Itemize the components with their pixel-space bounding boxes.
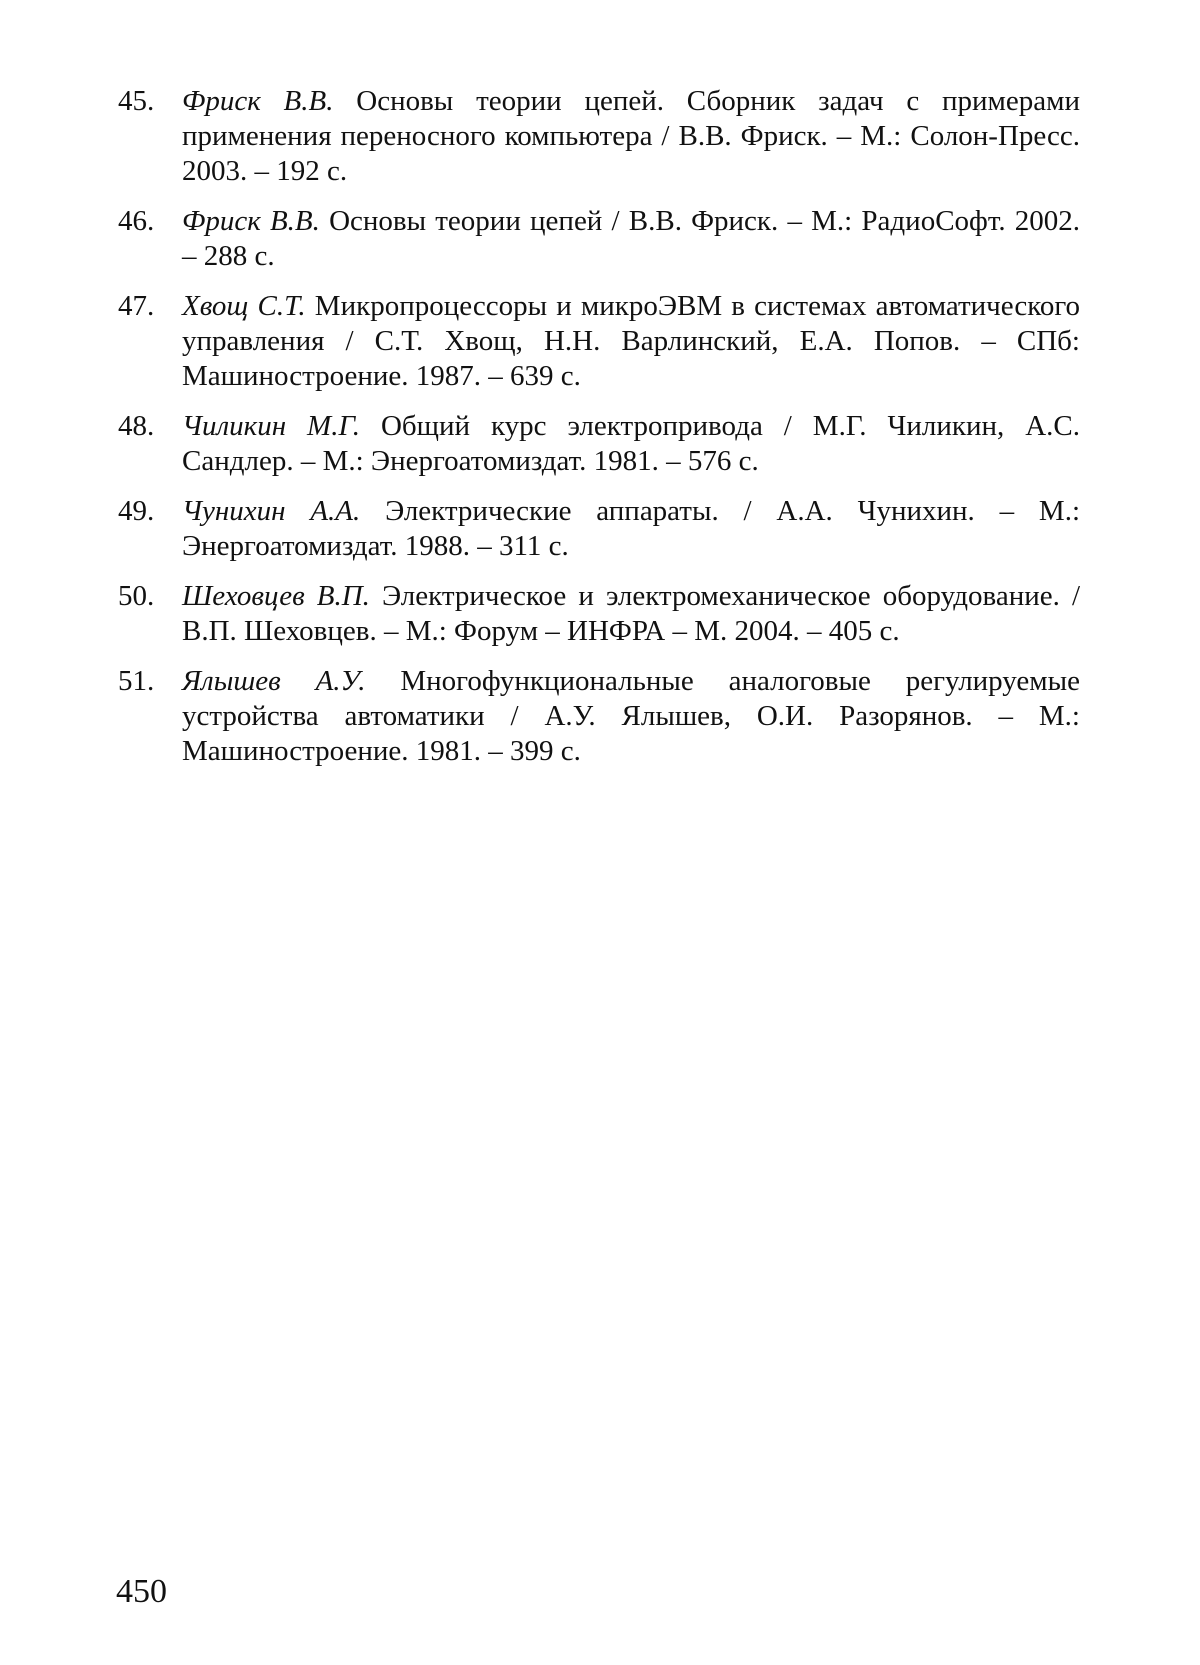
entry-text: Многофункциональные аналоговые регулируемые устройства автоматики / А.У. Ялышев, О.И. Разорянов. – М.: Машиностроение. 1981. – 399 с.	[182, 665, 1080, 767]
entry-text: Общий курс электропривода / М.Г. Чиликин, А.С. Сандлер. – М.: Энергоатомиздат. 1981. – 576 с.	[182, 410, 1080, 477]
entry-number: 46.	[118, 205, 155, 237]
bibliography-entry	[118, 579, 1080, 649]
entry-number: 48.	[118, 410, 155, 442]
bibliography-entry	[118, 494, 1080, 564]
entry-number: 47.	[118, 290, 155, 322]
entry-text: Основы теории цепей / В.В. Фриск. – М.: РадиоСофт. 2002. – 288 с.	[182, 205, 1080, 272]
entry-text: Электрические аппараты. / А.А. Чунихин. – М.: Энергоатомиздат. 1988. – 311 с.	[182, 495, 1081, 562]
entry-author: Фриск В.В.	[182, 205, 320, 237]
bibliography-entry	[118, 409, 1080, 479]
page-number: 450	[116, 1573, 167, 1610]
entry-author: Шеховцев В.П.	[182, 580, 370, 612]
entry-author: Чунихин А.А.	[182, 495, 361, 527]
bibliography-list	[118, 84, 1080, 784]
entry-text: Электрическое и электромеханическое оборудование. / В.П. Шеховцев. – М.: Форум – ИНФРА – М. 2004. – 405 с.	[182, 580, 1081, 647]
entry-number: 50.	[118, 580, 155, 612]
bibliography-entry	[118, 84, 1080, 189]
bibliography-entry	[118, 664, 1080, 769]
entry-number: 49.	[118, 495, 155, 527]
entry-number: 51.	[118, 665, 155, 697]
bibliography-entry	[118, 289, 1080, 394]
entry-author: Ялышев А.У.	[182, 665, 366, 697]
entry-number: 45.	[118, 85, 155, 117]
bibliography-entry	[118, 204, 1080, 274]
entry-text: Микропроцессоры и микроЭВМ в системах автоматического управления / С.Т. Хвощ, Н.Н. Варлинский, Е.А. Попов. – СПб: Машиностроение. 1987. – 639 с.	[182, 290, 1081, 392]
entry-author: Чиликин М.Г.	[182, 410, 361, 442]
entry-author: Фриск В.В.	[182, 85, 334, 117]
entry-author: Хвощ С.Т.	[182, 290, 306, 322]
entry-text: Основы теории цепей. Сборник задач с примерами применения переносного компьютера / В.В. Фриск. – М.: Солон-Пресс. 2003. – 192 с.	[182, 85, 1081, 187]
